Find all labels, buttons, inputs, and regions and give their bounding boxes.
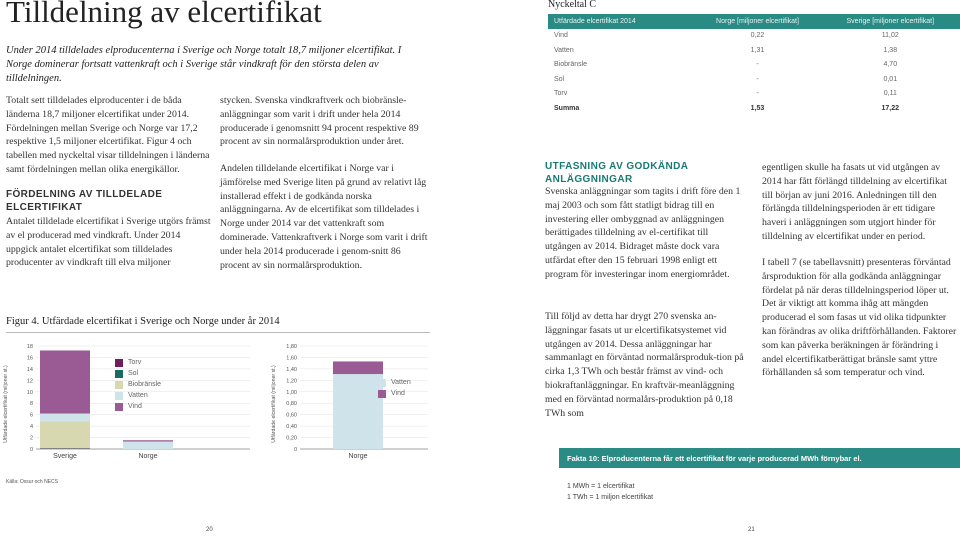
section-heading: FÖRDELNING AV TILLDELADE ELCERTIFIKAT bbox=[6, 189, 163, 213]
y-tick-label: 1,00 bbox=[286, 389, 297, 396]
section-heading: UTFASNING AV GODKÄNDA ANLÄGGNINGAR bbox=[545, 161, 689, 185]
x-tick-label: Norge bbox=[348, 453, 368, 460]
legend-item-torv: Torv bbox=[115, 357, 161, 368]
bar-segment bbox=[40, 421, 90, 448]
body-paragraph: I tabell 7 (se tabellavsnitt) presenteras förväntad årsproduktion för alla godkända anläggningar fördelat på när deras tilldelningsperiod löper ut. Det är viktigt att komma ihåg att mängden producerad el som fasas ut vid olika tidpunkter kan förändras av olika driftförhållanden. Faktorer som kan påverka beräkningen är förändring i andel elcertifikatberättigat bränsle samt yttre förhållanden så som temperatur och vind. bbox=[762, 257, 957, 379]
y-tick-label: 0 bbox=[293, 447, 297, 453]
table-header-row bbox=[548, 14, 960, 29]
table-row bbox=[548, 29, 960, 44]
table-row bbox=[548, 58, 960, 73]
body-paragraph: Svenska anläggningar som tagits i drift före den 1 maj 2003 och som fått statligt bidrag till en investering eller ombyggnad av anläggningen berättigades tilldelning av el-certifikat till utgången av 2014. Bidraget måste dock vara utfärdat efter den 15 februari 1998 enligt ett program för investeringar inom energiområdet. bbox=[545, 186, 741, 280]
fakta-notes bbox=[567, 481, 653, 503]
table-cell: 4,70 bbox=[883, 61, 898, 69]
y-tick-label: 8 bbox=[29, 401, 33, 408]
y-tick-label: 10 bbox=[26, 389, 33, 396]
body-paragraph: Totalt sett tilldelades elproducenter i de båda länderna 18,7 miljoner elcertifikat under 2014. Fördelningen mellan Sverige och Norge var 17,2 respektive 1,5 miljoner elcertifikat. Figur 4 och tabellen med nyckeltal visar tilldelningen i länderna samt fördelningen mellan olika energikällor. bbox=[6, 95, 210, 175]
y-tick-label: 6 bbox=[29, 412, 33, 419]
legend-item-vatten: Vatten bbox=[115, 390, 161, 401]
bar-segment bbox=[40, 350, 90, 413]
table-header: Sverige [miljoner elcertifikat] bbox=[821, 14, 960, 29]
y-tick-label: 1,80 bbox=[286, 344, 297, 350]
legend-item-sol: Sol bbox=[115, 368, 161, 379]
table-sum-row bbox=[548, 101, 960, 116]
table-cell: 0,01 bbox=[883, 75, 898, 83]
fakta-note: 1 MWh = 1 elcertifikat bbox=[567, 483, 635, 490]
table-title: Nyckeltal C bbox=[548, 0, 597, 10]
fakta-box bbox=[559, 448, 960, 468]
chart-norge bbox=[268, 336, 433, 472]
table-header: Utfärdade elcertifikat 2014 bbox=[548, 14, 694, 29]
table-row bbox=[548, 72, 960, 87]
y-tick-label: 1,40 bbox=[286, 366, 297, 373]
table-cell: Biobränsle bbox=[554, 61, 588, 69]
y-tick-label: 1,20 bbox=[286, 378, 297, 385]
body-paragraph: Till följd av detta har drygt 270 svenska an-läggningar fasats ut ur elcertifikatsystemet vid utgången av 2014. Dessa anläggningar har sammanlagt en förväntad normalårsproduk-tion på cirka 1,3 TWh och består främst av vind- och biokraftanläggningar. En kraftvär-meanläggning med en förväntad normalårs-produktion på 0,18 TWh som bbox=[545, 311, 744, 419]
y-tick-label: 0,20 bbox=[286, 435, 297, 442]
bar-segment bbox=[333, 361, 383, 374]
table-cell: 0,22 bbox=[750, 32, 765, 40]
body-paragraph: Antalet tilldelade elcertifikat i Sverige utgörs främst av el producerad med vindkraft. Under 2014 uppgick antalet elcertifikat som tilldelades producenter av vindkraft till elva miljoner bbox=[6, 216, 211, 269]
table-cell: Sol bbox=[554, 75, 565, 83]
bar-segment bbox=[40, 414, 90, 422]
bar-segment bbox=[123, 442, 173, 449]
table-cell: Torv bbox=[554, 90, 568, 98]
legend-item-vind: Vind bbox=[378, 388, 411, 399]
page-number: 21 bbox=[748, 527, 755, 533]
table-cell: Vatten bbox=[554, 46, 574, 54]
bar-segment bbox=[123, 440, 173, 441]
source-note: Källa: Ossur och NECS bbox=[6, 479, 58, 485]
table-cell: 0,11 bbox=[883, 90, 897, 98]
table-row bbox=[548, 87, 960, 102]
x-tick-label: Sverige bbox=[53, 453, 77, 460]
chart-legend bbox=[115, 357, 161, 412]
legend-item-biobransle: Biobränsle bbox=[115, 379, 161, 390]
page-title: Tilldelning av elcertifikat bbox=[6, 0, 322, 29]
table-cell: 11,02 bbox=[881, 32, 899, 40]
y-tick-label: 2 bbox=[29, 435, 33, 442]
y-tick-label: 18 bbox=[26, 344, 33, 350]
y-tick-label: 0 bbox=[29, 447, 33, 453]
y-tick-label: 4 bbox=[29, 424, 33, 431]
key-figures-table bbox=[548, 14, 960, 116]
table-cell: Summa bbox=[554, 104, 580, 112]
table-cell: - bbox=[756, 75, 759, 83]
page-number: 20 bbox=[206, 527, 213, 533]
table-cell: 1,31 bbox=[750, 46, 765, 54]
y-tick-label: 0,40 bbox=[286, 424, 297, 431]
table-row bbox=[548, 43, 960, 58]
lead-paragraph: Under 2014 tilldelades elproducenterna i Sverige och Norge totalt 18,7 miljoner elcertifikat. I Norge dominerar fortsatt vattenkraft och i Sverige står vindkraft för den största delen av tilldelningen. bbox=[6, 45, 402, 84]
figure-divider bbox=[6, 332, 430, 333]
table-cell: Vind bbox=[554, 32, 568, 40]
table-cell: - bbox=[756, 90, 759, 98]
fakta-title: Fakta 10: Elproducenterna får ett elcertifikat för varje producerad MWh förnybar el. bbox=[567, 453, 862, 463]
y-axis-label: Utfärdade elcertifikat (miljoner st.) bbox=[271, 365, 277, 443]
bar-segment bbox=[333, 374, 383, 449]
table-cell: 17,22 bbox=[881, 104, 900, 112]
table-header: Norge [miljoner elcertifikat] bbox=[694, 14, 820, 29]
y-tick-label: 1,60 bbox=[286, 355, 297, 362]
y-tick-label: 14 bbox=[26, 366, 33, 373]
table-cell: 1,53 bbox=[750, 104, 765, 112]
body-paragraph: Andelen tilldelande elcertifikat i Norge var i jämförelse med Sverige liten på grund av relativt låg installerad effekt i de godkända norska anläggningarna. Av de elcertifikat som tilldelades i Norge under 2014 var det vattenkraft som dominerade. Vattenkraftverk i Norge som varit i drift under hela 2014 producerade i genom-snitt 86 procent av sin normalårsproduktion. bbox=[220, 163, 428, 271]
x-tick-label: Norge bbox=[138, 453, 158, 460]
y-tick-label: 0,60 bbox=[286, 412, 297, 419]
y-tick-label: 0,80 bbox=[286, 401, 297, 408]
table-cell: 1,38 bbox=[883, 46, 898, 54]
legend-item-vatten: Vatten bbox=[378, 377, 411, 388]
legend-item-vind: Vind bbox=[115, 401, 161, 412]
y-axis-label: Utfärdade elcertifikat (miljoner st.) bbox=[3, 365, 9, 443]
y-tick-label: 12 bbox=[26, 378, 33, 385]
chart-legend bbox=[378, 377, 411, 399]
table-cell: - bbox=[756, 61, 759, 69]
body-paragraph: stycken. Svenska vindkraftverk och biobränsle-anläggningar som varit i drift under hela 2014 producerade i genomsnitt 94 procent respektive 89 procent av sin normalårsproduktion under året. bbox=[220, 95, 419, 148]
body-paragraph: egentligen skulle ha fasats ut vid utgången av 2014 har fått förlängd tilldelning av elcertifikat till början av juni 2016. Anledningen till den förlängda tilldelningsperioden är ett tidigare haveri i anläggningen som utgjort hinder för tilldelning av elcertifikat under en period. bbox=[762, 162, 947, 242]
fakta-note: 1 TWh = 1 miljon elcertifikat bbox=[567, 494, 654, 501]
y-tick-label: 16 bbox=[26, 355, 33, 362]
figure-title: Figur 4. Utfärdade elcertifikat i Sverige och Norge under år 2014 bbox=[6, 316, 280, 327]
